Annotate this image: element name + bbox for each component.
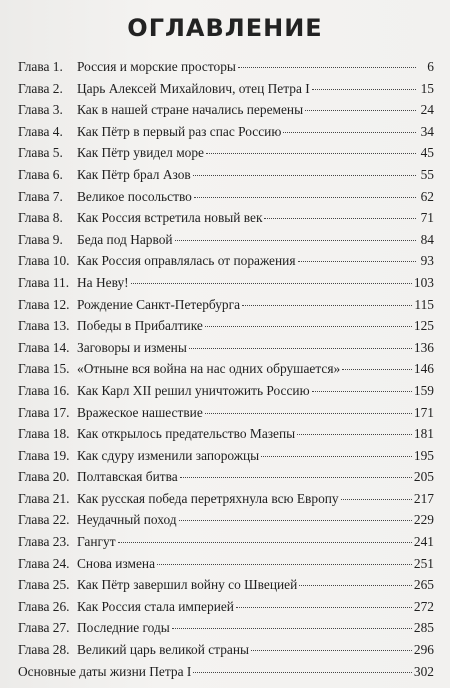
page-number: 93 <box>420 253 434 269</box>
leader-dots <box>341 499 412 500</box>
page-number: 272 <box>413 598 434 614</box>
chapter-number: Глава 13. <box>18 318 70 334</box>
page-number: 146 <box>413 361 434 377</box>
chapter-title: Как открылось предательство Мазепы <box>77 426 296 442</box>
page-number: 24 <box>420 102 434 118</box>
chapter-title: Заговоры и измены <box>77 339 187 355</box>
page-number: 136 <box>413 339 434 355</box>
toc-entry <box>18 402 434 424</box>
toc-entry <box>18 121 434 143</box>
chapter-number: Глава 1. <box>18 59 63 74</box>
chapter-number: Глава 28. <box>18 642 70 658</box>
chapter-title: Как Пётр увидел море <box>77 145 205 161</box>
leader-dots <box>283 132 416 133</box>
toc-entry <box>18 488 434 510</box>
chapter-title: Последние годы <box>77 620 170 636</box>
chapter-title: Рождение Санкт-Петербурга <box>77 296 241 312</box>
chapter-title: Как Пётр брал Азов <box>77 166 191 182</box>
chapter-title: Беда под Нарвой <box>77 231 173 247</box>
chapter-title: Великий царь великой страны <box>77 642 249 658</box>
page-number: 103 <box>413 274 434 290</box>
leader-dots <box>305 110 416 111</box>
leader-dots <box>180 477 412 478</box>
chapter-title: Как Пётр завершил войну со Швецией <box>77 577 298 593</box>
page-number: 229 <box>413 512 434 528</box>
toc-appendix-entry <box>18 661 434 683</box>
toc-entry <box>18 423 434 445</box>
chapter-title: Как сдуру изменили запорожцы <box>77 447 260 463</box>
toc-entry <box>18 553 434 575</box>
page-number: 296 <box>413 642 434 658</box>
chapter-number: Глава 11. <box>18 274 70 290</box>
toc-entry <box>18 445 434 467</box>
chapter-number: Глава 17. <box>18 404 70 420</box>
chapter-number: Глава 15. <box>18 361 70 377</box>
leader-dots <box>312 89 416 90</box>
toc-entry <box>18 509 434 531</box>
chapter-title: Как Россия оправлялась от поражения <box>77 253 296 269</box>
toc-entry <box>18 337 434 359</box>
chapter-title: «Отныне вся война на нас одних обрушается» <box>77 361 341 377</box>
page-number: 55 <box>420 166 434 182</box>
leader-dots <box>299 585 412 586</box>
chapter-title: Снова измена <box>77 555 156 571</box>
leader-dots <box>193 175 416 176</box>
chapter-title: Царь Алексей Михайлович, отец Петра I <box>77 80 310 96</box>
toc-entry <box>18 294 434 316</box>
leader-dots <box>157 564 412 565</box>
leader-dots <box>193 672 412 673</box>
page-number: 181 <box>413 426 434 442</box>
chapter-title: Как русская победа перетряхнула всю Европу <box>77 490 339 506</box>
chapter-number: Глава 27. <box>18 620 70 636</box>
chapter-number: Глава 19. <box>18 447 70 463</box>
page-number: 159 <box>413 382 434 398</box>
toc-entry <box>18 639 434 661</box>
toc-entry <box>18 78 434 100</box>
chapter-number: Глава 14. <box>18 339 70 355</box>
page-number: 6 <box>427 59 434 74</box>
chapter-title: Неудачный поход <box>77 512 177 528</box>
toc-entry <box>18 380 434 402</box>
leader-dots <box>194 197 416 198</box>
page-number: 241 <box>413 534 434 550</box>
page-number: 45 <box>420 145 434 161</box>
chapter-title: Как Россия встретила новый век <box>77 210 263 226</box>
chapter-number: Глава 23. <box>18 534 70 550</box>
chapter-number: Глава 16. <box>18 382 70 398</box>
chapter-number: Глава 25. <box>18 577 70 593</box>
page-number: 62 <box>420 188 434 204</box>
toc-entry <box>18 142 434 164</box>
leader-dots <box>238 67 416 68</box>
toc-entry <box>18 272 434 294</box>
leader-dots <box>264 218 416 219</box>
page-number: 71 <box>420 210 434 226</box>
leader-dots <box>251 650 412 651</box>
page-number: 84 <box>420 231 434 247</box>
chapter-title: Россия и морские просторы <box>77 59 236 74</box>
chapter-number: Глава 6. <box>18 166 63 182</box>
chapter-title: Как Россия стала империей <box>77 598 234 614</box>
chapter-number: Глава 3. <box>18 102 63 118</box>
chapter-number: Глава 26. <box>18 598 70 614</box>
toc-entry <box>18 315 434 337</box>
leader-dots <box>175 240 416 241</box>
leader-dots <box>297 434 412 435</box>
chapter-number: Глава 5. <box>18 145 63 161</box>
leader-dots <box>236 607 412 608</box>
chapter-title: Как Пётр в первый раз спас Россию <box>77 123 282 139</box>
chapter-number: Глава 9. <box>18 231 63 247</box>
appendix-title: Основные даты жизни Петра I <box>18 663 192 679</box>
chapter-title: На Неву! <box>77 274 129 290</box>
chapter-title: Гангут <box>77 534 116 550</box>
leader-dots <box>242 305 412 306</box>
leader-dots <box>179 520 412 521</box>
leader-dots <box>131 283 412 284</box>
toc-entry <box>18 596 434 618</box>
toc-entry <box>18 56 434 78</box>
page-number: 251 <box>413 555 434 571</box>
toc-entry <box>18 164 434 186</box>
toc-entry <box>18 229 434 251</box>
page-number: 205 <box>413 469 434 485</box>
chapter-title: Великое посольство <box>77 188 192 204</box>
chapter-number: Глава 22. <box>18 512 70 528</box>
page-number: 115 <box>414 296 434 312</box>
leader-dots <box>261 456 412 457</box>
page-number: 285 <box>413 620 434 636</box>
page-number: 125 <box>413 318 434 334</box>
toc-entry <box>18 186 434 208</box>
chapter-number: Глава 8. <box>18 210 63 226</box>
toc-entry <box>18 617 434 639</box>
chapter-title: Вражеское нашествие <box>77 404 203 420</box>
toc-entry <box>18 207 434 229</box>
leader-dots <box>205 413 412 414</box>
chapter-number: Глава 7. <box>18 188 63 204</box>
leader-dots <box>298 261 417 262</box>
chapter-number: Глава 12. <box>18 296 70 312</box>
chapter-title: Победы в Прибалтике <box>77 318 203 334</box>
page-number: 217 <box>413 490 434 506</box>
table-of-contents <box>18 56 434 682</box>
toc-entry <box>18 99 434 121</box>
leader-dots <box>172 628 412 629</box>
chapter-number: Глава 10. <box>18 253 70 269</box>
chapter-number: Глава 20. <box>18 469 70 485</box>
page-number: 265 <box>413 577 434 593</box>
chapter-number: Глава 21. <box>18 490 70 506</box>
toc-entry <box>18 250 434 272</box>
leader-dots <box>342 369 412 370</box>
page-number: 15 <box>420 80 434 96</box>
chapter-number: Глава 24. <box>18 555 70 571</box>
leader-dots <box>118 542 412 543</box>
chapter-title: Как Карл XII решил уничтожить Россию <box>77 382 310 398</box>
page-number: 34 <box>420 123 434 139</box>
toc-entry <box>18 466 434 488</box>
toc-entry <box>18 531 434 553</box>
leader-dots <box>205 326 412 327</box>
page-title: ОГЛАВЛЕНИЕ <box>127 14 323 42</box>
toc-entry <box>18 574 434 596</box>
chapter-number: Глава 2. <box>18 80 63 96</box>
leader-dots <box>189 348 412 349</box>
chapter-title: Как в нашей стране начались перемены <box>77 102 304 118</box>
leader-dots <box>312 391 412 392</box>
chapter-number: Глава 4. <box>18 123 63 139</box>
chapter-title: Полтавская битва <box>77 469 178 485</box>
toc-entry <box>18 358 434 380</box>
page-number: 302 <box>413 663 434 679</box>
chapter-number: Глава 18. <box>18 426 70 442</box>
page-number: 195 <box>413 447 434 463</box>
leader-dots <box>206 153 416 154</box>
page-number: 171 <box>413 404 434 420</box>
